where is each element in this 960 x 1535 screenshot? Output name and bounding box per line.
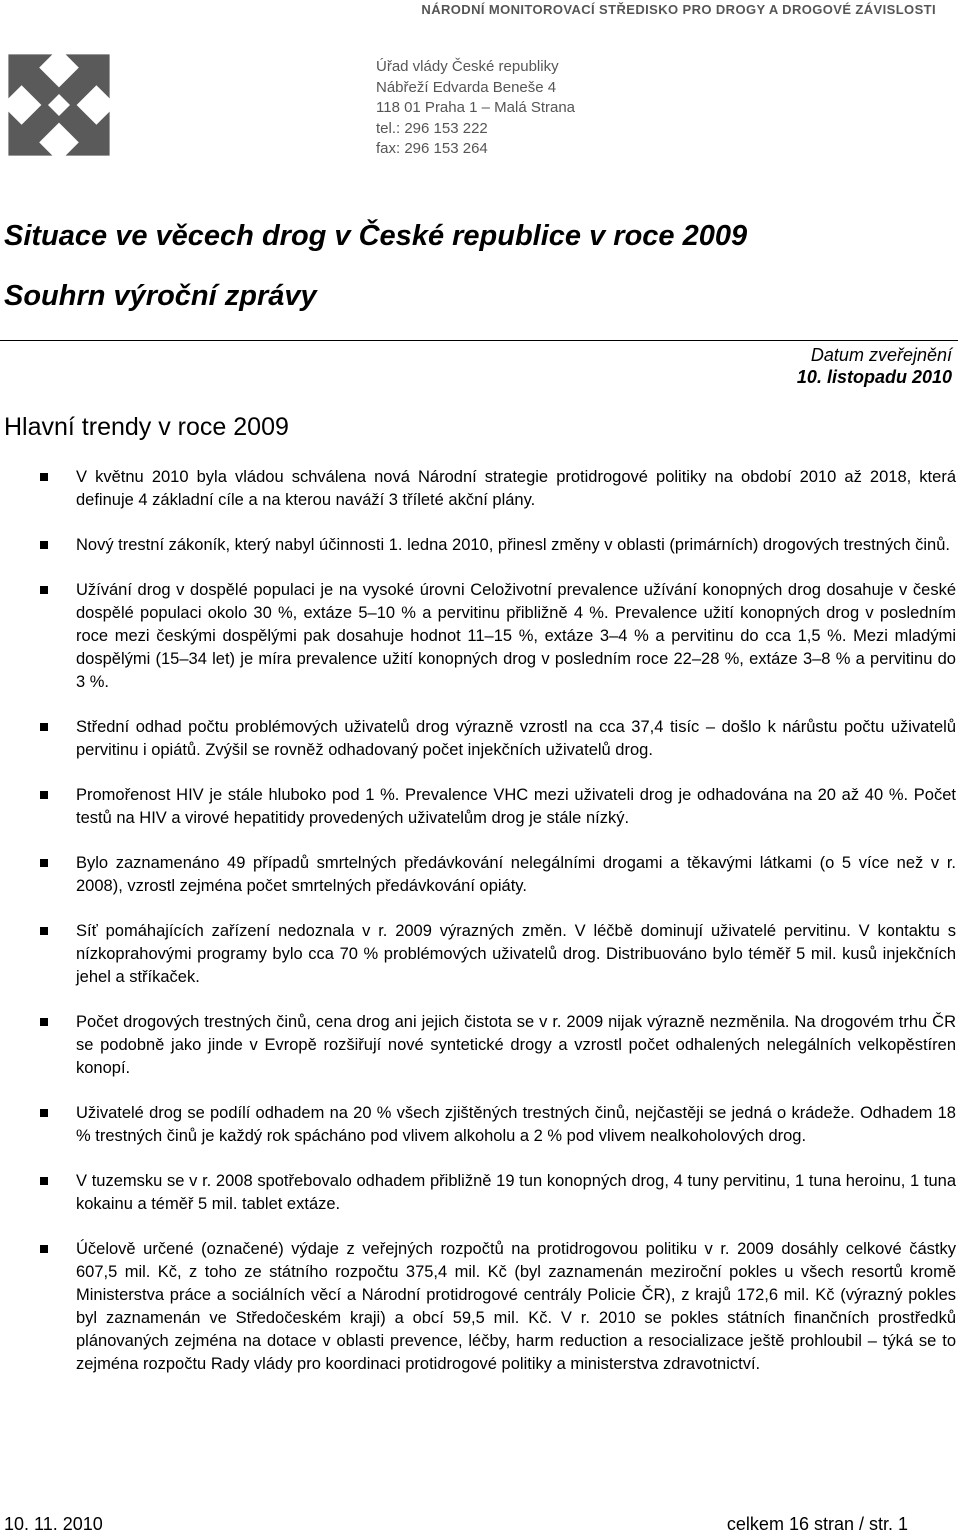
address-line-city: 118 01 Praha 1 – Malá Strana (376, 99, 576, 116)
section-title: Hlavní trendy v roce 2009 (4, 413, 289, 441)
list-item (0, 534, 956, 557)
trend-text: Bylo zaznamenáno 49 případů smrtelných předávkování nelegálními drogami a těkavými látkami (o 5 více než v r. 2008), vzrostl zejména počet smrtelných předávkování opiáty. (76, 854, 956, 895)
document-subtitle: Souhrn výroční zprávy (4, 280, 317, 312)
list-item (0, 920, 956, 989)
office-address (376, 57, 575, 160)
list-item (0, 784, 956, 830)
title-divider (0, 340, 958, 341)
list-item (0, 579, 956, 694)
list-item (0, 1102, 956, 1148)
address-line-phone: tel.: 296 153 222 (376, 119, 488, 137)
list-item (0, 1238, 956, 1376)
trend-text: Užívání drog v dospělé populaci je na vysoké úrovni Celoživotní prevalence užívání konopných drog dosahuje v české dospělé populaci okolo 30 %, extáze 5–10 % a pervitinu přibližně 4 %. Prevalence užití konopných drog v posledním roce mezi českými dospělými pak dosahuje hodnot 11–15 %, extáze 3–4 % a pervitinu do cca 1,5 %. Mezi mladými dospělými (15–34 let) je míra prevalence užití konopných drog v posledním roce 22–28 %, extáze 3–8 % a pervitinu do 3 %. (76, 581, 956, 691)
address-line-office: Úřad vlády České republiky (376, 58, 559, 75)
square-bullet-icon (40, 1109, 48, 1117)
footer-date: 10. 11. 2010 (4, 1514, 103, 1534)
square-bullet-icon (40, 1018, 48, 1026)
list-item (0, 466, 956, 512)
footer-page-count: celkem 16 stran / str. 1 (726, 1514, 908, 1534)
list-item (0, 852, 956, 898)
list-item (0, 716, 956, 762)
address-line-street: Nábřeží Edvarda Beneše 4 (376, 78, 557, 96)
square-bullet-icon (40, 1177, 48, 1185)
address-line-fax: fax: 296 153 264 (376, 140, 488, 157)
square-bullet-icon (40, 859, 48, 867)
square-bullet-icon (40, 541, 48, 549)
trend-text: Uživatelé drog se podílí odhadem na 20 % všech zjištěných trestných činů, nejčastěji se jedná o krádeže. Odhadem 18 % trestných činů je každý rok spácháno pod vlivem alkoholu a 2 % pod vlivem nealkoholových drog. (76, 1104, 956, 1145)
document-title: Situace ve věcech drog v České republice v roce 2009 (4, 220, 748, 252)
publication-label: Datum zveřejnění (810, 345, 952, 365)
trend-text: V tuzemsku se v r. 2008 spotřebovalo odhadem přibližně 19 tun konopných drog, 4 tuny pervitinu, 1 tuna heroinu, 1 tuna kokainu a téměř 5 mil. tablet extáze. (76, 1172, 956, 1213)
list-item (0, 1170, 956, 1216)
square-bullet-icon (40, 473, 48, 481)
trend-text: Promořenost HIV je stále hluboko pod 1 %. Prevalence VHC mezi uživateli drog je odhadována na 20 až 40 %. Počet testů na HIV a virové hepatitidy provedených uživatelům drog je stále nízký. (76, 786, 956, 827)
trend-text: Nový trestní zákoník, který nabyl účinnosti 1. ledna 2010, přinesl změny v oblasti (primárních) drogových trestných činů. (76, 536, 950, 554)
trend-text: V květnu 2010 byla vládou schválena nová Národní strategie protidrogové politiky na období 2010 až 2018, která definuje 4 základní cíle a na kterou naváží 3 tříleté akční plány. (76, 468, 956, 509)
publication-date: 10. listopadu 2010 (796, 367, 952, 387)
four-arrows-cross-logo (4, 50, 114, 160)
trend-text: Střední odhad počtu problémových uživatelů drog výrazně vzrostl na cca 37,4 tisíc – došlo k nárůstu počtu uživatelů pervitinu i opiátů. Zvýšil se rovněž odhadovaný počet injekčních uživatelů drog. (76, 718, 956, 759)
trend-text: Počet drogových trestných činů, cena drog ani jejich čistota se v r. 2009 nijak výrazně nezměnila. Na drogovém trhu ČR se podobně jako jinde v Evropě rozšiřují nové syntetické drogy a vzrostl počet odhalených nelegálních velkopěstíren konopí. (76, 1013, 956, 1077)
square-bullet-icon (40, 927, 48, 935)
square-bullet-icon (40, 791, 48, 799)
publication-date-block (797, 344, 952, 388)
organization-banner: NÁRODNÍ MONITOROVACÍ STŘEDISKO PRO DROGY A DROGOVÉ ZÁVISLOSTI (421, 2, 936, 17)
list-item (0, 1011, 956, 1080)
trend-text: Síť pomáhajících zařízení nedoznala v r. 2009 výrazných změn. V léčbě dominují uživatelé pervitinu. V kontaktu s nízkoprahovými programy bylo cca 70 % problémových uživatelů drog. Distribuováno bylo téměř 5 mil. kusů injekčních jehel a stříkaček. (76, 922, 956, 986)
square-bullet-icon (40, 586, 48, 594)
trends-list (0, 466, 956, 1398)
square-bullet-icon (40, 723, 48, 731)
square-bullet-icon (40, 1245, 48, 1253)
trend-text: Účelově určené (označené) výdaje z veřejných rozpočtů na protidrogovou politiku v r. 2009 dosáhly celkové částky 607,5 mil. Kč, z toho ze státního rozpočtu 375,4 mil. Kč (byl zaznamenán meziroční pokles u všech resortů kromě Ministerstva práce a sociálních věcí a Národní protidrogové centrály Policie ČR), z krajů 172,6 mil. Kč (výrazný pokles byl zaznamenán ve Středočeském kraji) a obcí 59,5 mil. Kč. V r. 2010 se pokles státních finančních prostředků plánovaných zejména na dotace v oblasti prevence, léčby, harm reduction a resocializace ještě prohloubil – týká se to zejména rozpočtu Rady vlády pro koordinaci protidrogové politiky a ministerstva zdravotnictví. (76, 1240, 956, 1373)
